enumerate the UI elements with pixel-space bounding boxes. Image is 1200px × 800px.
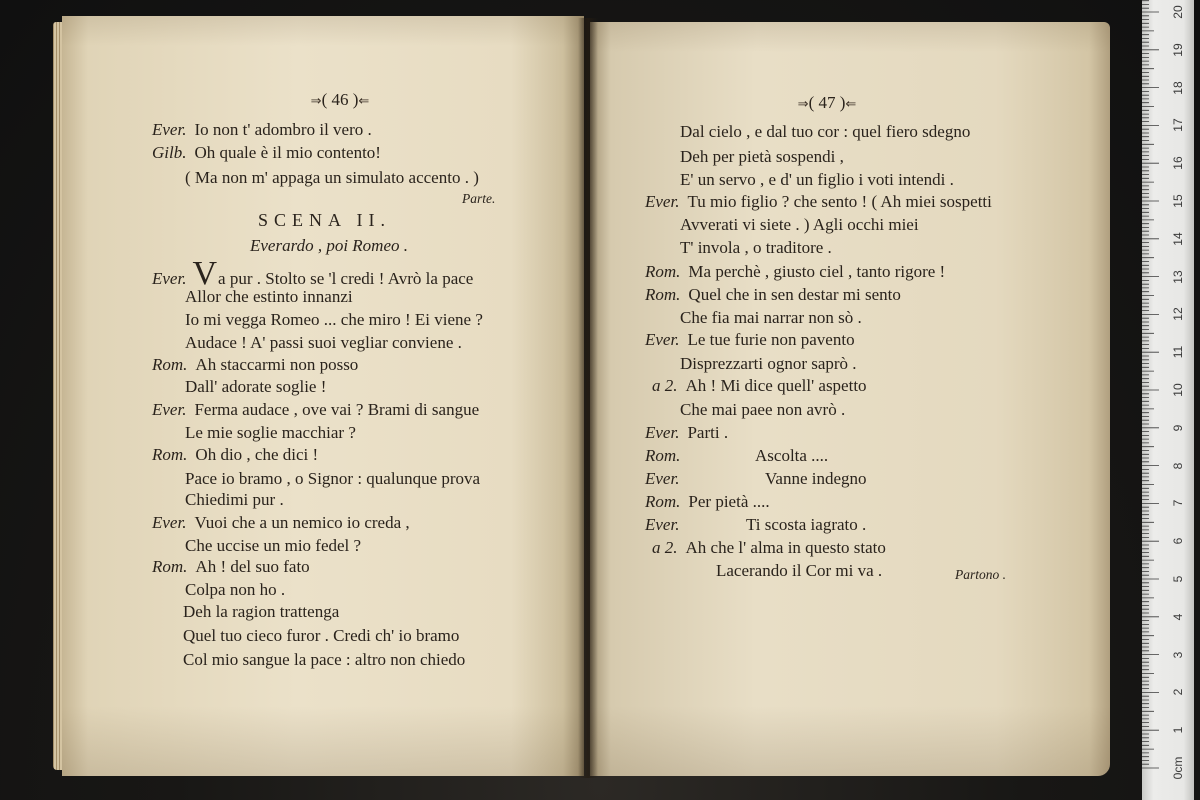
ruler-label: 14: [1171, 232, 1185, 246]
line-text: Lacerando il Cor mi va .: [716, 561, 883, 580]
speaker-label: Rom.: [152, 557, 188, 576]
ruler-label: 2: [1171, 689, 1185, 696]
line-text: Ah ! del suo fato: [195, 557, 310, 576]
dialogue-line: [62, 513, 410, 533]
dialogue-line: [590, 400, 845, 420]
line-text: Le tue furie non pavento: [687, 330, 855, 349]
page-number: ( 47 ): [808, 93, 846, 112]
ruler-label: 6: [1171, 537, 1185, 545]
speaker-label: a 2.: [652, 376, 678, 395]
dialogue-line: [590, 238, 832, 258]
ruler-label: 0cm: [1171, 756, 1185, 780]
line-text: Col mio sangue la pace : altro non chiedo: [183, 650, 466, 669]
scene-heading: SCENA II.: [258, 210, 392, 230]
dialogue-line: [62, 310, 483, 330]
dialogue-line: [590, 122, 970, 142]
speaker-label: Ever.: [152, 513, 187, 532]
dialogue-line: [62, 469, 480, 489]
speaker-label: Gilb.: [152, 143, 187, 162]
ruler-label: 9: [1171, 424, 1185, 432]
line-text: Oh quale è il mio contento!: [194, 143, 381, 162]
line-text: Ah staccarmi non posso: [195, 355, 359, 374]
speaker-label: Ever.: [645, 423, 680, 442]
dialogue-line: [62, 355, 358, 375]
ruler-label: 12: [1171, 307, 1185, 322]
line-text: Oh dio , che dici !: [195, 445, 319, 464]
ruler-label: 20: [1171, 5, 1185, 19]
line-text: Colpa non ho .: [185, 580, 286, 599]
dialogue-line: [62, 287, 353, 307]
ruler-label: 11: [1171, 345, 1185, 359]
measuring-ruler: [1142, 0, 1194, 800]
page-number: ( 46 ): [321, 90, 359, 109]
line-text: Deh per pietà sospendi ,: [680, 147, 844, 166]
drop-cap: V: [192, 255, 218, 292]
line-text: E' un servo , e d' un figlio i voti intendi .: [680, 170, 954, 189]
speaker-label: Ever.: [152, 120, 187, 139]
line-text: a pur . Stolto se 'l credi ! Avrò la pace: [218, 269, 474, 288]
line-text: Le mie soglie macchiar ?: [185, 423, 356, 442]
line-text: Quel che in sen destar mi sento: [688, 285, 901, 304]
line-text: Per pietà ....: [688, 492, 770, 511]
page-shading: [590, 22, 1110, 52]
speaker-label: a 2.: [652, 538, 678, 557]
dialogue-line: [590, 170, 954, 190]
speaker-label: Rom.: [152, 445, 188, 464]
dialogue-line: [590, 354, 857, 374]
page-shading: [590, 706, 1110, 776]
line-text: Ti scosta iagrato .: [746, 515, 867, 534]
ruler-label: 7: [1171, 500, 1185, 507]
speaker-label: Ever.: [152, 400, 187, 419]
line-text: Disprezzarti ognor saprò .: [680, 354, 857, 373]
dialogue-line: [590, 561, 882, 581]
line-text: ( Ma non m' appaga un simulato accento . ): [185, 168, 479, 187]
dialogue-line: [62, 400, 479, 420]
page-shading: [62, 706, 584, 776]
ruler-label: 18: [1171, 80, 1185, 95]
speaker-label: Rom.: [645, 446, 681, 465]
right-arrow-ornament-icon: [798, 97, 809, 112]
speaker-label: Rom.: [645, 262, 681, 281]
dialogue-line: [590, 330, 855, 350]
dialogue-line: [590, 192, 992, 212]
ruler-label: 15: [1171, 194, 1185, 208]
dialogue-line: [62, 423, 356, 443]
line-text: Tu mio figlio ? che sento ! ( Ah miei sospetti: [687, 192, 992, 211]
line-text: Audace ! A' passi suoi vegliar conviene .: [185, 333, 462, 352]
dialogue-line: [62, 626, 459, 646]
page-shading: [62, 16, 584, 46]
ruler-label: 17: [1171, 118, 1185, 133]
scene-characters: Everardo , poi Romeo .: [250, 236, 409, 255]
speaker-label: Rom.: [645, 492, 681, 511]
line-text: Che fia mai narrar non sò .: [680, 308, 862, 327]
right-arrow-ornament-icon: [311, 94, 322, 109]
line-text: Io non t' adombro il vero .: [194, 120, 372, 139]
line-text: Quel tuo cieco furor . Credi ch' io bramo: [183, 626, 460, 645]
dialogue-line: [590, 376, 867, 396]
speaker-label: Rom.: [645, 285, 681, 304]
line-text: Allor che estinto innanzi: [185, 287, 353, 306]
line-text: Che uccise un mio fedel ?: [185, 536, 362, 555]
dialogue-line: [62, 168, 479, 188]
left-arrow-ornament-icon: [845, 97, 856, 112]
ruler-label: 4: [1171, 613, 1185, 621]
line-text: Io mi vegga Romeo ... che miro ! Ei viene ?: [185, 310, 483, 329]
line-text: Dal cielo , e dal tuo cor : quel fiero sdegno: [680, 122, 971, 141]
dialogue-line: [62, 650, 465, 670]
left-page: [62, 16, 584, 776]
dialogue-line: [590, 515, 867, 535]
dialogue-line: [62, 445, 318, 465]
line-text: Parti .: [687, 423, 729, 442]
line-text: Ma perchè , giusto ciel , tanto rigore !: [688, 262, 946, 281]
dialogue-line: [62, 580, 285, 600]
stage-direction: Partono .: [955, 567, 1007, 582]
line-text: Avverati vi siete . ) Agli occhi miei: [680, 215, 919, 234]
speaker-label: Ever.: [645, 192, 680, 211]
ruler-label: 16: [1171, 156, 1185, 170]
ruler-label: 10: [1171, 383, 1185, 397]
ruler-label: 3: [1171, 651, 1185, 658]
line-text: Dall' adorate soglie !: [185, 377, 327, 396]
dialogue-line: [62, 557, 310, 577]
speaker-label: Ever.: [645, 330, 680, 349]
dialogue-line: [62, 333, 462, 353]
dialogue-line: [590, 538, 886, 558]
line-text: Ah ! Mi dice quell' aspetto: [685, 376, 867, 395]
dialogue-line: [590, 423, 728, 443]
dialogue-line: [590, 215, 919, 235]
ruler-label: 5: [1171, 575, 1185, 583]
dialogue-line: [590, 308, 862, 328]
ruler-ticks: [1142, 0, 1194, 800]
ruler-label: 1: [1171, 726, 1185, 734]
ruler-label: 13: [1171, 269, 1185, 284]
line-text: Ascolta ....: [755, 446, 829, 465]
dialogue-line: [62, 255, 474, 292]
page-header: [280, 90, 400, 110]
dialogue-line: [590, 446, 829, 466]
line-text: Che mai paee non avrò .: [680, 400, 846, 419]
ruler-label: 8: [1171, 462, 1185, 469]
dialogue-line: [590, 262, 945, 282]
line-text: Vuoi che a un nemico io creda ,: [194, 513, 410, 532]
dialogue-line: [62, 143, 381, 163]
line-text: Chiedimi pur .: [185, 490, 284, 509]
dialogue-line: [590, 492, 770, 512]
line-text: Pace io bramo , o Signor : qualunque prova: [185, 469, 481, 488]
left-arrow-ornament-icon: [358, 94, 369, 109]
right-page: [590, 22, 1110, 776]
stage-direction: Parte.: [462, 191, 496, 206]
book-gutter-shadow: [578, 18, 598, 778]
line-text: Deh la ragion trattenga: [183, 602, 340, 621]
speaker-label: Ever.: [152, 269, 187, 288]
speaker-label: Rom.: [152, 355, 188, 374]
dialogue-line: [590, 469, 867, 489]
dialogue-line: [590, 285, 901, 305]
dialogue-line: [62, 120, 372, 140]
ruler-label: 19: [1171, 43, 1185, 57]
dialogue-line: [62, 536, 361, 556]
line-text: Ferma audace , ove vai ? Brami di sangue: [194, 400, 480, 419]
line-text: Ah che l' alma in questo stato: [685, 538, 886, 557]
line-text: Vanne indegno: [765, 469, 867, 488]
dialogue-line: [62, 377, 326, 397]
speaker-label: Ever.: [645, 515, 680, 534]
dialogue-line: [62, 602, 339, 622]
dialogue-line: [62, 490, 284, 510]
speaker-label: Ever.: [645, 469, 680, 488]
dialogue-line: [590, 147, 844, 167]
page-header: [767, 93, 887, 113]
line-text: T' invola , o traditore .: [680, 238, 832, 257]
